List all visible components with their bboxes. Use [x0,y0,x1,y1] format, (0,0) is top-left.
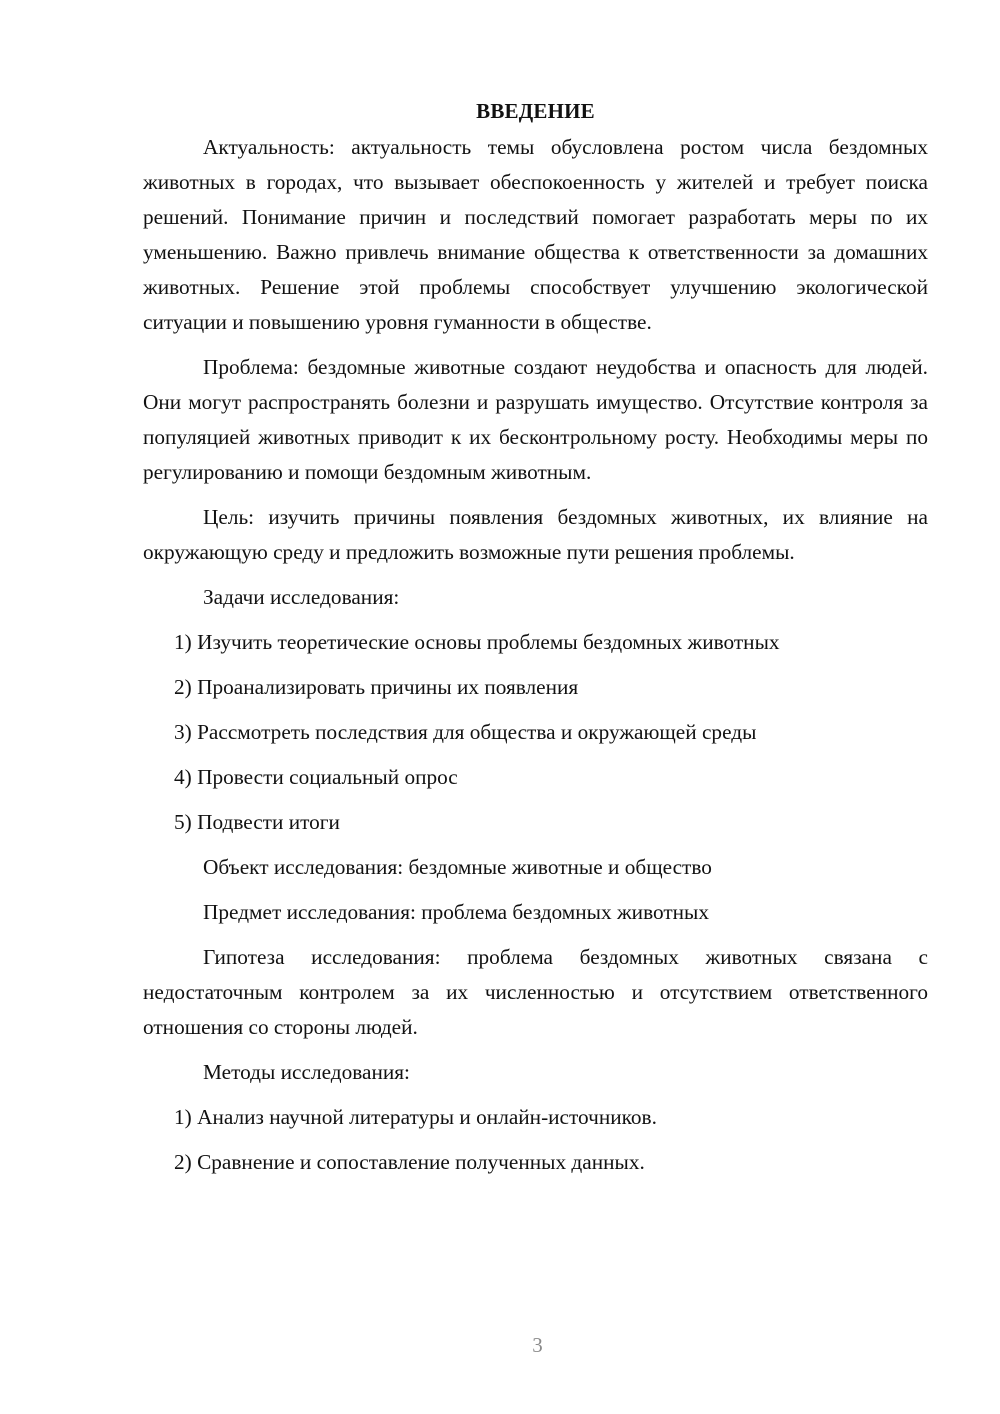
method-item: 2) Сравнение и сопоставление полученных данных. [174,1150,645,1174]
method-item: 1) Анализ научной литературы и онлайн-источников. [174,1105,657,1129]
task-item: 5) Подвести итоги [174,810,340,834]
hypothesis-paragraph: Гипотеза исследования: проблема бездомных животных связана с недостаточным контролем за их численностью и отсутствием ответственного отношения со стороны людей. [143,945,928,1039]
subject-line: Предмет исследования: проблема бездомных животных [203,900,710,924]
problem-paragraph: Проблема: бездомные животные создают неудобства и опасность для людей. Они могут распространять болезни и разрушать имущество. Отсутствие контроля за популяцией животных приводит к их бесконтрольному росту. Необходимы меры по регулированию и помощи бездомным животным. [143,355,928,484]
methods-heading: Методы исследования: [203,1060,410,1084]
methods-list [143,1100,928,1180]
tasks-list [143,625,928,840]
task-item: 3) Рассмотреть последствия для общества и окружающей среды [174,720,757,744]
page-number: 3 [532,1333,543,1357]
page-content [143,96,928,1190]
section-title: ВВЕДЕНИЕ [476,99,595,123]
tasks-heading: Задачи исследования: [203,585,400,609]
object-line: Объект исследования: бездомные животные и общество [203,855,712,879]
task-item: 2) Проанализировать причины их появления [174,675,579,699]
task-item: 4) Провести социальный опрос [174,765,458,789]
task-item: 1) Изучить теоретические основы проблемы бездомных животных [174,630,780,654]
relevance-paragraph: Актуальность: актуальность темы обусловлена ростом числа бездомных животных в городах, что вызывает обеспокоенность у жителей и требует поиска решений. Понимание причин и последствий помогает разработать меры по их уменьшению. Важно привлечь внимание общества к ответственности за домашних животных. Решение этой проблемы способствует улучшению экологической ситуации и повышению уровня гуманности в обществе. [143,135,928,334]
goal-paragraph: Цель: изучить причины появления бездомных животных, их влияние на окружающую среду и предложить возможные пути решения проблемы. [143,505,928,564]
